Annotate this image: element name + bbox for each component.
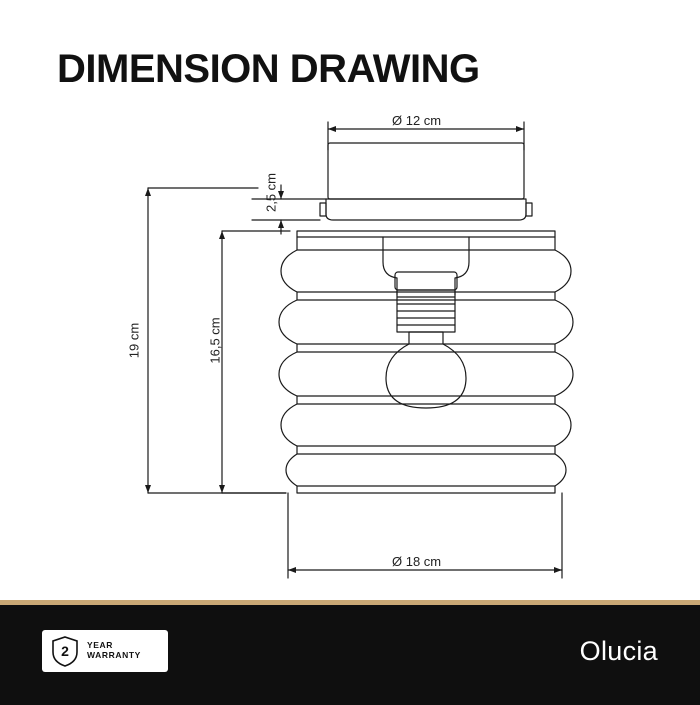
arrow-bottom-left bbox=[288, 567, 296, 573]
canopy-collar bbox=[326, 199, 526, 220]
socket-cap bbox=[395, 272, 457, 290]
arrow-bottom-right bbox=[554, 567, 562, 573]
warranty-badge bbox=[42, 630, 168, 672]
arrow-total-bottom bbox=[145, 485, 151, 493]
arrow-top-left bbox=[328, 126, 336, 132]
shield-icon bbox=[51, 636, 79, 667]
shade-top-rim bbox=[297, 231, 555, 237]
canopy-notch-left bbox=[320, 203, 326, 216]
warranty-line-2: WARRANTY bbox=[87, 650, 141, 660]
dimension-label-top-diameter: Ø 12 cm bbox=[392, 113, 442, 128]
arrow-total-top bbox=[145, 188, 151, 196]
arrow-top-right bbox=[516, 126, 524, 132]
brand-name: Olucia bbox=[579, 636, 658, 666]
dimension-label-shade-height: 16,5 cm bbox=[207, 317, 223, 364]
arrow-canopy-top bbox=[278, 191, 284, 199]
warranty-line-1: YEAR bbox=[87, 640, 114, 651]
dimension-label-bottom-diameter: Ø 18 cm bbox=[392, 554, 442, 569]
warranty-years: 2 bbox=[61, 643, 69, 659]
arrow-shade-top bbox=[219, 231, 225, 239]
canopy-notch-right bbox=[526, 203, 532, 216]
arrow-canopy-bottom bbox=[278, 220, 284, 228]
warranty-text bbox=[87, 641, 141, 661]
dimension-label-canopy-height: 2,5 cm bbox=[263, 173, 279, 213]
dimension-label-total-height: 19 cm bbox=[126, 322, 142, 359]
arrow-shade-bottom bbox=[219, 485, 225, 493]
page-title: DIMENSION DRAWING bbox=[57, 47, 480, 91]
canopy-body bbox=[328, 143, 524, 199]
